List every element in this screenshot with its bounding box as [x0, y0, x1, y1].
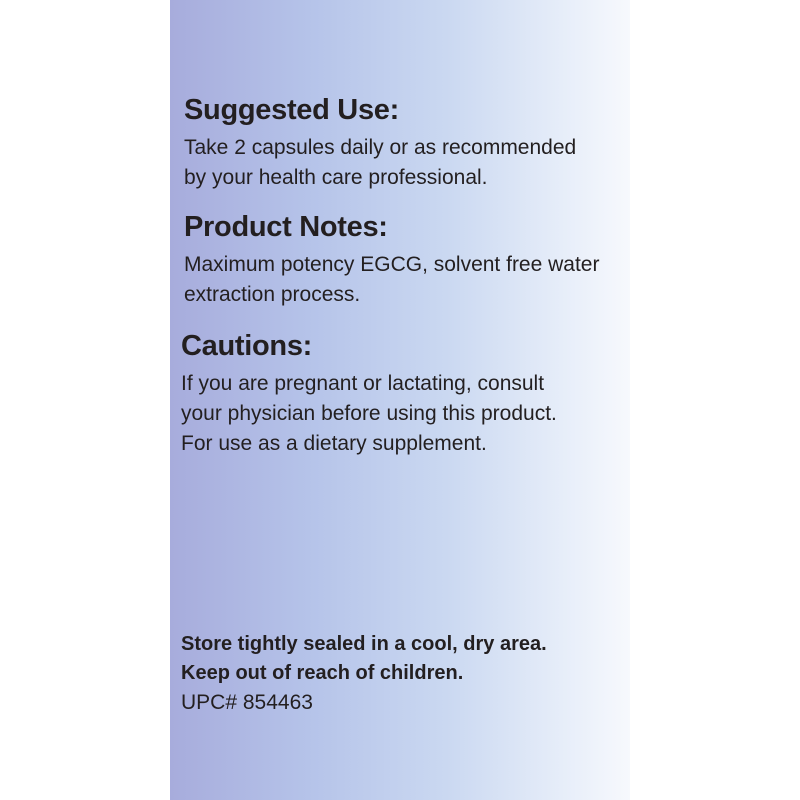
suggested-use-text [184, 133, 576, 193]
cautions-line: your physician before using this product. [181, 402, 557, 425]
cautions-line: For use as a dietary supplement. [181, 432, 487, 455]
suggested-use-line: by your health care professional. [184, 166, 488, 189]
suggested-use-line: Take 2 capsules daily or as recommended [184, 136, 577, 159]
product-notes-heading: Product Notes: [184, 211, 388, 243]
upc-code: UPC# 854463 [181, 691, 313, 714]
cautions-text [181, 369, 557, 459]
product-label-panel [170, 0, 630, 800]
product-notes-text [184, 250, 599, 310]
cautions-section [181, 330, 557, 459]
cautions-heading: Cautions: [181, 330, 313, 362]
product-notes-line: Maximum potency EGCG, solvent free water [184, 253, 600, 276]
suggested-use-section [184, 94, 576, 193]
storage-line: Store tightly sealed in a cool, dry area. [181, 633, 547, 655]
storage-instructions [181, 630, 547, 688]
product-notes-line: extraction process. [184, 283, 361, 306]
storage-line: Keep out of reach of children. [181, 662, 464, 684]
product-notes-section [184, 211, 599, 310]
suggested-use-heading: Suggested Use: [184, 94, 399, 126]
cautions-line: If you are pregnant or lactating, consult [181, 372, 545, 395]
